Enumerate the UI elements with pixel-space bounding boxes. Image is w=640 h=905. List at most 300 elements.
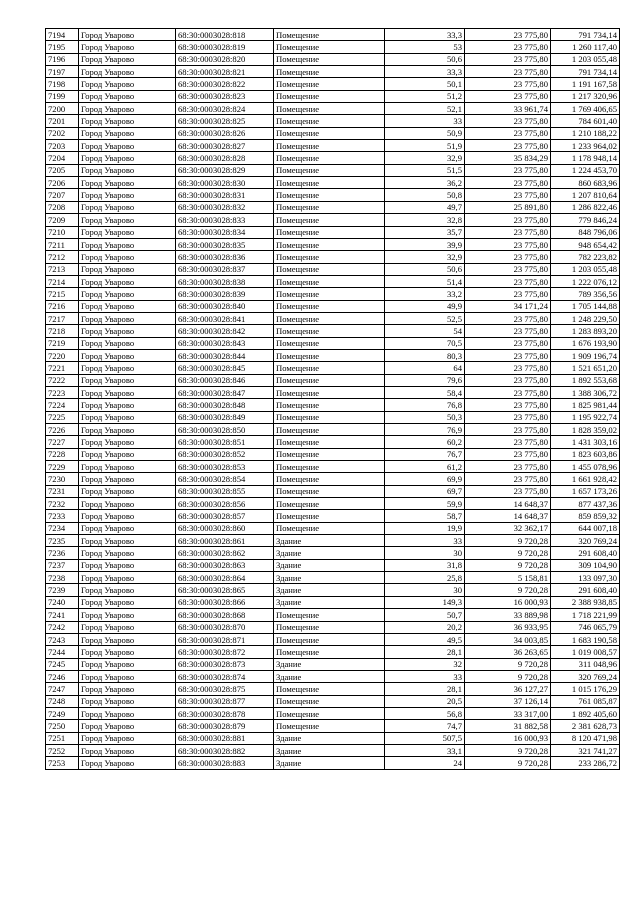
row-number-cell: 7235 bbox=[46, 535, 79, 547]
cadastral-value-cell: 784 601,40 bbox=[551, 115, 620, 127]
object-type-cell: Здание bbox=[274, 744, 385, 756]
row-number-cell: 7253 bbox=[46, 757, 79, 769]
cadastral-value-cell: 746 065,79 bbox=[551, 621, 620, 633]
area-cell: 56,8 bbox=[385, 707, 465, 719]
unit-value-cell: 25 891,80 bbox=[465, 201, 551, 213]
row-number-cell: 7205 bbox=[46, 164, 79, 176]
unit-value-cell: 23 775,80 bbox=[465, 29, 551, 41]
area-cell: 33 bbox=[385, 670, 465, 682]
table-row bbox=[46, 757, 620, 769]
row-number-cell: 7224 bbox=[46, 399, 79, 411]
locality-cell: Город Уварово bbox=[79, 53, 176, 65]
cadastral-value-cell: 1 892 553,68 bbox=[551, 374, 620, 386]
table-row bbox=[46, 658, 620, 670]
unit-value-cell: 34 003,85 bbox=[465, 633, 551, 645]
unit-value-cell: 9 720,28 bbox=[465, 535, 551, 547]
row-number-cell: 7206 bbox=[46, 177, 79, 189]
object-type-cell: Здание bbox=[274, 596, 385, 608]
locality-cell: Город Уварово bbox=[79, 670, 176, 682]
object-type-cell: Помещение bbox=[274, 78, 385, 90]
cadastral-number-cell: 68:30:0003028:818 bbox=[176, 29, 274, 41]
area-cell: 76,8 bbox=[385, 399, 465, 411]
cadastral-number-cell: 68:30:0003028:845 bbox=[176, 362, 274, 374]
row-number-cell: 7197 bbox=[46, 66, 79, 78]
table-row bbox=[46, 399, 620, 411]
area-cell: 51,5 bbox=[385, 164, 465, 176]
object-type-cell: Помещение bbox=[274, 201, 385, 213]
object-type-cell: Помещение bbox=[274, 633, 385, 645]
locality-cell: Город Уварово bbox=[79, 436, 176, 448]
row-number-cell: 7209 bbox=[46, 214, 79, 226]
cadastral-value-cell: 644 007,18 bbox=[551, 522, 620, 534]
unit-value-cell: 35 834,29 bbox=[465, 152, 551, 164]
cadastral-number-cell: 68:30:0003028:838 bbox=[176, 275, 274, 287]
cadastral-number-cell: 68:30:0003028:864 bbox=[176, 572, 274, 584]
area-cell: 32 bbox=[385, 658, 465, 670]
cadastral-value-cell: 877 437,36 bbox=[551, 498, 620, 510]
table-row bbox=[46, 411, 620, 423]
cadastral-number-cell: 68:30:0003028:850 bbox=[176, 424, 274, 436]
unit-value-cell: 23 775,80 bbox=[465, 386, 551, 398]
table-row bbox=[46, 695, 620, 707]
cadastral-value-cell: 1 191 167,58 bbox=[551, 78, 620, 90]
unit-value-cell: 37 126,14 bbox=[465, 695, 551, 707]
table-row bbox=[46, 127, 620, 139]
object-type-cell: Помещение bbox=[274, 485, 385, 497]
table-row bbox=[46, 362, 620, 374]
table-row bbox=[46, 461, 620, 473]
object-type-cell: Помещение bbox=[274, 152, 385, 164]
row-number-cell: 7252 bbox=[46, 744, 79, 756]
cadastral-number-cell: 68:30:0003028:878 bbox=[176, 707, 274, 719]
cadastral-number-cell: 68:30:0003028:865 bbox=[176, 584, 274, 596]
table-row bbox=[46, 66, 620, 78]
unit-value-cell: 23 775,80 bbox=[465, 473, 551, 485]
cadastral-number-cell: 68:30:0003028:824 bbox=[176, 103, 274, 115]
row-number-cell: 7237 bbox=[46, 559, 79, 571]
object-type-cell: Помещение bbox=[274, 300, 385, 312]
cadastral-number-cell: 68:30:0003028:841 bbox=[176, 312, 274, 324]
cadastral-number-cell: 68:30:0003028:833 bbox=[176, 214, 274, 226]
cadastral-number-cell: 68:30:0003028:823 bbox=[176, 90, 274, 102]
table-row bbox=[46, 633, 620, 645]
cadastral-number-cell: 68:30:0003028:848 bbox=[176, 399, 274, 411]
cadastral-value-cell: 1 705 144,88 bbox=[551, 300, 620, 312]
area-cell: 69,7 bbox=[385, 485, 465, 497]
unit-value-cell: 9 720,28 bbox=[465, 744, 551, 756]
row-number-cell: 7194 bbox=[46, 29, 79, 41]
locality-cell: Город Уварово bbox=[79, 547, 176, 559]
table-row bbox=[46, 41, 620, 53]
unit-value-cell: 23 775,80 bbox=[465, 53, 551, 65]
table-row bbox=[46, 152, 620, 164]
cadastral-number-cell: 68:30:0003028:861 bbox=[176, 535, 274, 547]
cadastral-number-cell: 68:30:0003028:860 bbox=[176, 522, 274, 534]
table-row bbox=[46, 596, 620, 608]
cadastral-value-cell: 1 825 981,44 bbox=[551, 399, 620, 411]
area-cell: 58,7 bbox=[385, 510, 465, 522]
table-row bbox=[46, 29, 620, 41]
row-number-cell: 7230 bbox=[46, 473, 79, 485]
cadastral-value-cell: 1 210 188,22 bbox=[551, 127, 620, 139]
unit-value-cell: 23 775,80 bbox=[465, 140, 551, 152]
area-cell: 76,9 bbox=[385, 424, 465, 436]
cadastral-value-cell: 2 381 628,73 bbox=[551, 720, 620, 732]
row-number-cell: 7195 bbox=[46, 41, 79, 53]
cadastral-number-cell: 68:30:0003028:852 bbox=[176, 448, 274, 460]
row-number-cell: 7211 bbox=[46, 238, 79, 250]
cadastral-value-cell: 291 608,40 bbox=[551, 547, 620, 559]
row-number-cell: 7249 bbox=[46, 707, 79, 719]
table-row bbox=[46, 510, 620, 522]
row-number-cell: 7220 bbox=[46, 349, 79, 361]
table-row bbox=[46, 288, 620, 300]
object-type-cell: Помещение bbox=[274, 424, 385, 436]
row-number-cell: 7225 bbox=[46, 411, 79, 423]
area-cell: 53 bbox=[385, 41, 465, 53]
locality-cell: Город Уварово bbox=[79, 127, 176, 139]
locality-cell: Город Уварово bbox=[79, 448, 176, 460]
object-type-cell: Помещение bbox=[274, 275, 385, 287]
object-type-cell: Помещение bbox=[274, 238, 385, 250]
table-row bbox=[46, 349, 620, 361]
object-type-cell: Помещение bbox=[274, 288, 385, 300]
object-type-cell: Помещение bbox=[274, 226, 385, 238]
unit-value-cell: 9 720,28 bbox=[465, 559, 551, 571]
cadastral-value-cell: 1 828 359,02 bbox=[551, 424, 620, 436]
area-cell: 50,6 bbox=[385, 263, 465, 275]
cadastral-number-cell: 68:30:0003028:883 bbox=[176, 757, 274, 769]
object-type-cell: Помещение bbox=[274, 66, 385, 78]
area-cell: 149,3 bbox=[385, 596, 465, 608]
locality-cell: Город Уварово bbox=[79, 300, 176, 312]
locality-cell: Город Уварово bbox=[79, 275, 176, 287]
cadastral-value-cell: 859 859,32 bbox=[551, 510, 620, 522]
cadastral-number-cell: 68:30:0003028:882 bbox=[176, 744, 274, 756]
cadastral-number-cell: 68:30:0003028:875 bbox=[176, 683, 274, 695]
area-cell: 28,1 bbox=[385, 683, 465, 695]
cadastral-number-cell: 68:30:0003028:866 bbox=[176, 596, 274, 608]
unit-value-cell: 23 775,80 bbox=[465, 115, 551, 127]
locality-cell: Город Уварово bbox=[79, 214, 176, 226]
row-number-cell: 7242 bbox=[46, 621, 79, 633]
locality-cell: Город Уварово bbox=[79, 325, 176, 337]
area-cell: 24 bbox=[385, 757, 465, 769]
cadastral-value-cell: 1 195 922,74 bbox=[551, 411, 620, 423]
cadastral-value-cell: 1 224 453,70 bbox=[551, 164, 620, 176]
row-number-cell: 7232 bbox=[46, 498, 79, 510]
area-cell: 51,4 bbox=[385, 275, 465, 287]
unit-value-cell: 23 775,80 bbox=[465, 424, 551, 436]
table-row bbox=[46, 53, 620, 65]
locality-cell: Город Уварово bbox=[79, 164, 176, 176]
area-cell: 33 bbox=[385, 115, 465, 127]
locality-cell: Город Уварово bbox=[79, 251, 176, 263]
cadastral-number-cell: 68:30:0003028:851 bbox=[176, 436, 274, 448]
locality-cell: Город Уварово bbox=[79, 720, 176, 732]
locality-cell: Город Уварово bbox=[79, 572, 176, 584]
table-row bbox=[46, 572, 620, 584]
unit-value-cell: 36 263,65 bbox=[465, 646, 551, 658]
cadastral-number-cell: 68:30:0003028:840 bbox=[176, 300, 274, 312]
unit-value-cell: 23 775,80 bbox=[465, 436, 551, 448]
locality-cell: Город Уварово bbox=[79, 695, 176, 707]
area-cell: 52,5 bbox=[385, 312, 465, 324]
cadastral-value-cell: 133 097,30 bbox=[551, 572, 620, 584]
unit-value-cell: 36 127,27 bbox=[465, 683, 551, 695]
table-row bbox=[46, 337, 620, 349]
object-type-cell: Здание bbox=[274, 547, 385, 559]
unit-value-cell: 5 158,81 bbox=[465, 572, 551, 584]
cadastral-number-cell: 68:30:0003028:821 bbox=[176, 66, 274, 78]
area-cell: 50,6 bbox=[385, 53, 465, 65]
locality-cell: Город Уварово bbox=[79, 238, 176, 250]
locality-cell: Город Уварово bbox=[79, 189, 176, 201]
row-number-cell: 7244 bbox=[46, 646, 79, 658]
table-row bbox=[46, 683, 620, 695]
locality-cell: Город Уварово bbox=[79, 683, 176, 695]
unit-value-cell: 23 775,80 bbox=[465, 263, 551, 275]
row-number-cell: 7212 bbox=[46, 251, 79, 263]
table-row bbox=[46, 621, 620, 633]
unit-value-cell: 23 775,80 bbox=[465, 349, 551, 361]
unit-value-cell: 23 775,80 bbox=[465, 337, 551, 349]
area-cell: 28,1 bbox=[385, 646, 465, 658]
cadastral-value-cell: 8 120 471,98 bbox=[551, 732, 620, 744]
table-row bbox=[46, 424, 620, 436]
table-row bbox=[46, 670, 620, 682]
row-number-cell: 7233 bbox=[46, 510, 79, 522]
table-row bbox=[46, 251, 620, 263]
cadastral-value-cell: 2 388 938,85 bbox=[551, 596, 620, 608]
object-type-cell: Помещение bbox=[274, 214, 385, 226]
object-type-cell: Помещение bbox=[274, 312, 385, 324]
object-type-cell: Помещение bbox=[274, 115, 385, 127]
area-cell: 64 bbox=[385, 362, 465, 374]
locality-cell: Город Уварово bbox=[79, 707, 176, 719]
object-type-cell: Помещение bbox=[274, 164, 385, 176]
table-row bbox=[46, 90, 620, 102]
object-type-cell: Помещение bbox=[274, 29, 385, 41]
object-type-cell: Здание bbox=[274, 732, 385, 744]
object-type-cell: Помещение bbox=[274, 251, 385, 263]
row-number-cell: 7226 bbox=[46, 424, 79, 436]
cadastral-number-cell: 68:30:0003028:830 bbox=[176, 177, 274, 189]
cadastral-number-cell: 68:30:0003028:832 bbox=[176, 201, 274, 213]
cadastral-value-cell: 1 203 055,48 bbox=[551, 263, 620, 275]
locality-cell: Город Уварово bbox=[79, 152, 176, 164]
table-row bbox=[46, 374, 620, 386]
area-cell: 51,9 bbox=[385, 140, 465, 152]
cadastral-value-cell: 1 718 221,99 bbox=[551, 609, 620, 621]
unit-value-cell: 23 775,80 bbox=[465, 288, 551, 300]
area-cell: 32,8 bbox=[385, 214, 465, 226]
cadastral-number-cell: 68:30:0003028:834 bbox=[176, 226, 274, 238]
unit-value-cell: 23 775,80 bbox=[465, 238, 551, 250]
row-number-cell: 7241 bbox=[46, 609, 79, 621]
object-type-cell: Помещение bbox=[274, 263, 385, 275]
cadastral-value-cell: 311 048,96 bbox=[551, 658, 620, 670]
locality-cell: Город Уварово bbox=[79, 349, 176, 361]
row-number-cell: 7223 bbox=[46, 386, 79, 398]
cadastral-value-cell: 761 085,87 bbox=[551, 695, 620, 707]
area-cell: 36,2 bbox=[385, 177, 465, 189]
area-cell: 61,2 bbox=[385, 461, 465, 473]
locality-cell: Город Уварово bbox=[79, 29, 176, 41]
row-number-cell: 7228 bbox=[46, 448, 79, 460]
area-cell: 50,8 bbox=[385, 189, 465, 201]
area-cell: 50,1 bbox=[385, 78, 465, 90]
locality-cell: Город Уварово bbox=[79, 757, 176, 769]
area-cell: 49,7 bbox=[385, 201, 465, 213]
area-cell: 49,5 bbox=[385, 633, 465, 645]
cadastral-number-cell: 68:30:0003028:868 bbox=[176, 609, 274, 621]
cadastral-value-cell: 1 222 076,12 bbox=[551, 275, 620, 287]
cadastral-number-cell: 68:30:0003028:870 bbox=[176, 621, 274, 633]
table-row bbox=[46, 189, 620, 201]
table-row bbox=[46, 485, 620, 497]
cadastral-number-cell: 68:30:0003028:856 bbox=[176, 498, 274, 510]
object-type-cell: Помещение bbox=[274, 473, 385, 485]
object-type-cell: Помещение bbox=[274, 436, 385, 448]
unit-value-cell: 23 775,80 bbox=[465, 362, 551, 374]
object-type-cell: Помещение bbox=[274, 103, 385, 115]
cadastral-value-cell: 1 683 190,58 bbox=[551, 633, 620, 645]
row-number-cell: 7216 bbox=[46, 300, 79, 312]
cadastral-number-cell: 68:30:0003028:853 bbox=[176, 461, 274, 473]
row-number-cell: 7196 bbox=[46, 53, 79, 65]
unit-value-cell: 31 882,58 bbox=[465, 720, 551, 732]
cadastral-value-cell: 1 217 320,96 bbox=[551, 90, 620, 102]
locality-cell: Город Уварово bbox=[79, 411, 176, 423]
row-number-cell: 7238 bbox=[46, 572, 79, 584]
object-type-cell: Помещение bbox=[274, 189, 385, 201]
cadastral-value-cell: 791 734,14 bbox=[551, 29, 620, 41]
area-cell: 20,5 bbox=[385, 695, 465, 707]
row-number-cell: 7207 bbox=[46, 189, 79, 201]
cadastral-number-cell: 68:30:0003028:826 bbox=[176, 127, 274, 139]
unit-value-cell: 33 317,00 bbox=[465, 707, 551, 719]
cadastral-number-cell: 68:30:0003028:828 bbox=[176, 152, 274, 164]
row-number-cell: 7239 bbox=[46, 584, 79, 596]
row-number-cell: 7229 bbox=[46, 461, 79, 473]
object-type-cell: Здание bbox=[274, 670, 385, 682]
cadastral-value-cell: 320 769,24 bbox=[551, 535, 620, 547]
cadastral-value-cell: 1 657 173,26 bbox=[551, 485, 620, 497]
locality-cell: Город Уварово bbox=[79, 461, 176, 473]
area-cell: 54 bbox=[385, 325, 465, 337]
row-number-cell: 7231 bbox=[46, 485, 79, 497]
locality-cell: Город Уварово bbox=[79, 226, 176, 238]
object-type-cell: Помещение bbox=[274, 411, 385, 423]
unit-value-cell: 23 775,80 bbox=[465, 177, 551, 189]
table-row bbox=[46, 214, 620, 226]
cadastral-number-cell: 68:30:0003028:820 bbox=[176, 53, 274, 65]
row-number-cell: 7219 bbox=[46, 337, 79, 349]
table-row bbox=[46, 522, 620, 534]
object-type-cell: Помещение bbox=[274, 362, 385, 374]
table-row bbox=[46, 238, 620, 250]
unit-value-cell: 23 775,80 bbox=[465, 127, 551, 139]
cadastral-number-cell: 68:30:0003028:835 bbox=[176, 238, 274, 250]
locality-cell: Город Уварово bbox=[79, 473, 176, 485]
row-number-cell: 7202 bbox=[46, 127, 79, 139]
row-number-cell: 7240 bbox=[46, 596, 79, 608]
unit-value-cell: 9 720,28 bbox=[465, 547, 551, 559]
object-type-cell: Помещение bbox=[274, 140, 385, 152]
area-cell: 33,3 bbox=[385, 66, 465, 78]
object-type-cell: Помещение bbox=[274, 707, 385, 719]
table-row bbox=[46, 263, 620, 275]
cadastral-value-cell: 1 019 008,57 bbox=[551, 646, 620, 658]
object-type-cell: Здание bbox=[274, 584, 385, 596]
object-type-cell: Помещение bbox=[274, 325, 385, 337]
area-cell: 70,5 bbox=[385, 337, 465, 349]
locality-cell: Город Уварово bbox=[79, 485, 176, 497]
row-number-cell: 7247 bbox=[46, 683, 79, 695]
cadastral-number-cell: 68:30:0003028:871 bbox=[176, 633, 274, 645]
table-row bbox=[46, 201, 620, 213]
object-type-cell: Помещение bbox=[274, 337, 385, 349]
object-type-cell: Здание bbox=[274, 559, 385, 571]
table-row bbox=[46, 448, 620, 460]
locality-cell: Город Уварово bbox=[79, 288, 176, 300]
locality-cell: Город Уварово bbox=[79, 66, 176, 78]
cadastral-value-cell: 782 223,82 bbox=[551, 251, 620, 263]
locality-cell: Город Уварово bbox=[79, 386, 176, 398]
locality-cell: Город Уварово bbox=[79, 140, 176, 152]
cadastral-number-cell: 68:30:0003028:847 bbox=[176, 386, 274, 398]
area-cell: 30 bbox=[385, 584, 465, 596]
table-row bbox=[46, 275, 620, 287]
row-number-cell: 7210 bbox=[46, 226, 79, 238]
cadastral-value-cell: 860 683,96 bbox=[551, 177, 620, 189]
table-row bbox=[46, 584, 620, 596]
table-row bbox=[46, 115, 620, 127]
locality-cell: Город Уварово bbox=[79, 424, 176, 436]
locality-cell: Город Уварово bbox=[79, 658, 176, 670]
area-cell: 60,2 bbox=[385, 436, 465, 448]
cadastral-number-cell: 68:30:0003028:842 bbox=[176, 325, 274, 337]
cadastral-value-cell: 233 286,72 bbox=[551, 757, 620, 769]
unit-value-cell: 23 775,80 bbox=[465, 164, 551, 176]
locality-cell: Город Уварово bbox=[79, 510, 176, 522]
cadastral-value-cell: 1 207 810,64 bbox=[551, 189, 620, 201]
cadastral-value-cell: 1 431 303,16 bbox=[551, 436, 620, 448]
cadastral-value-cell: 1 283 893,20 bbox=[551, 325, 620, 337]
area-cell: 31,8 bbox=[385, 559, 465, 571]
cadastral-value-cell: 1 015 176,29 bbox=[551, 683, 620, 695]
locality-cell: Город Уварово bbox=[79, 522, 176, 534]
unit-value-cell: 23 775,80 bbox=[465, 90, 551, 102]
unit-value-cell: 33 889,98 bbox=[465, 609, 551, 621]
cadastral-value-cell: 1 892 405,60 bbox=[551, 707, 620, 719]
unit-value-cell: 16 000,93 bbox=[465, 732, 551, 744]
table-row bbox=[46, 312, 620, 324]
object-type-cell: Помещение bbox=[274, 41, 385, 53]
cadastral-value-cell: 1 769 406,65 bbox=[551, 103, 620, 115]
unit-value-cell: 23 775,80 bbox=[465, 485, 551, 497]
row-number-cell: 7201 bbox=[46, 115, 79, 127]
unit-value-cell: 23 775,80 bbox=[465, 374, 551, 386]
area-cell: 39,9 bbox=[385, 238, 465, 250]
cadastral-number-cell: 68:30:0003028:844 bbox=[176, 349, 274, 361]
row-number-cell: 7215 bbox=[46, 288, 79, 300]
cadastral-number-cell: 68:30:0003028:839 bbox=[176, 288, 274, 300]
object-type-cell: Помещение bbox=[274, 510, 385, 522]
object-type-cell: Помещение bbox=[274, 683, 385, 695]
area-cell: 32,9 bbox=[385, 251, 465, 263]
